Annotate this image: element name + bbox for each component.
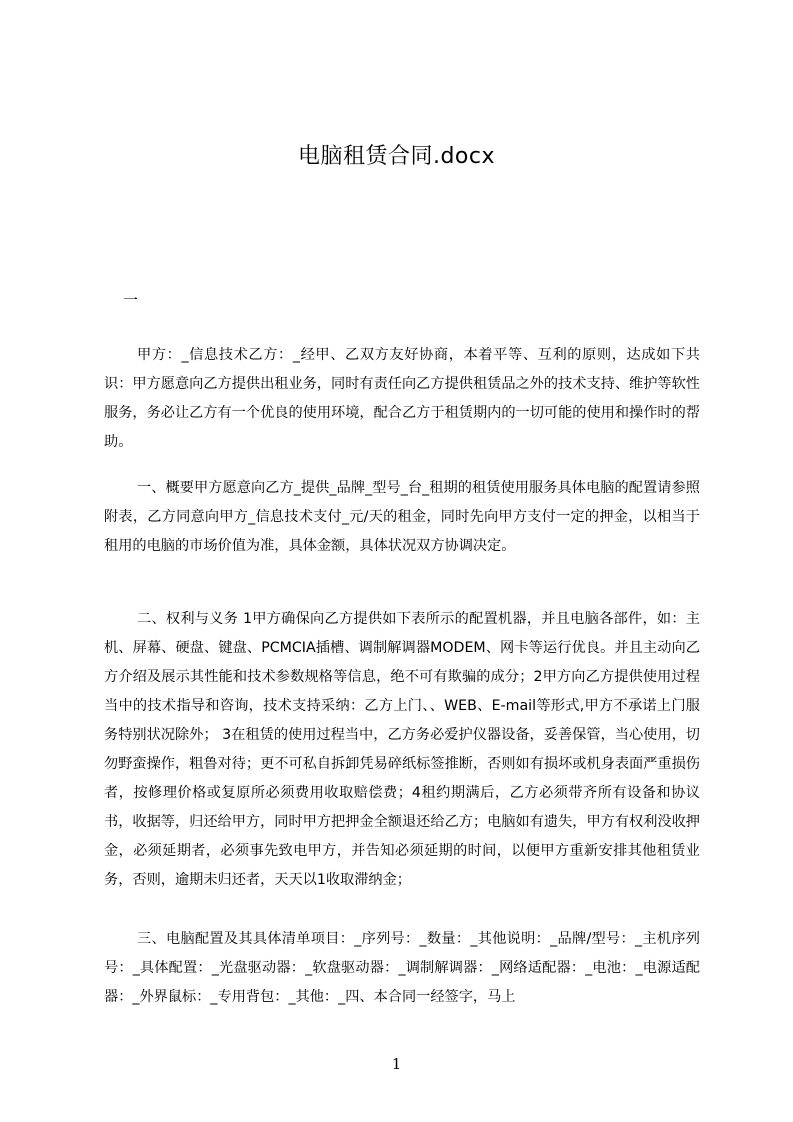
document-title: 电脑租赁合同.docx bbox=[297, 144, 496, 169]
section-marker: 一 bbox=[123, 291, 139, 309]
page-number: 1 bbox=[391, 1055, 402, 1073]
paragraph-configuration: 三、电脑配置及其具体清单项目：_序列号：_数量：_其他说明：_品牌/型号：_主机序列号：_具体配置：_光盘驱动器：_软盘驱动器：_调制解调器：_网络适配器：_电池：_电源适配器：_外界鼠标：_专用背包：_其他：_四、本合同一经签字，马上 bbox=[104, 931, 700, 1005]
paragraph-overview: 一、概要甲方愿意向乙方_提供_品牌_型号_台_租期的租赁使用服务具体电脑的配置请参照附表，乙方同意向甲方_信息技术支付_元/天的租金，同时先向甲方支付一定的押金，以相当于租用的电脑的市场价值为准，具体金额，具体状况双方协调决定。 bbox=[104, 480, 700, 554]
paragraph-rights-obligations: 二、权利与义务 1甲方确保向乙方提供如下表所示的配置机器，并且电脑各部件，如：主机、屏幕、硬盘、键盘、PCMCIA插槽、调制解调器MODEM、网卡等运行优良。并且主动向乙方介绍及展示其性能和技术参数规格等信息，绝不可有欺骗的成分；2甲方向乙方提供使用过程当中的技术指导和咨询，技术支持采纳：乙方上门、、WEB、E-mail等形式,甲方不承诺上门服务特别状况除外； 3在租赁的使用过程当中，乙方务必爱护仪器设备，妥善保管，当心使用，切勿野蛮操作，粗鲁对待；更不可私自拆卸凭易碎纸标签推断，否则如有损坏或机身表面严重损伤者，按修理价格或复原所必须费用收取赔偿费；4租约期满后，乙方必须带齐所有设备和协议书，收据等，归还给甲方，同时甲方把押金全额退还给乙方；电脑如有遗失，甲方有权利没收押金，必须延期者，必须事先致电甲方，并告知必须延期的时间，以便甲方重新安排其他租赁业务，否则，逾期未归还者，天天以1收取滞纳金； bbox=[104, 611, 700, 888]
paragraph-parties: 甲方：_信息技术乙方：_经甲、乙双方友好协商，本着平等、互利的原则，达成如下共识：甲方愿意向乙方提供出租业务，同时有责任向乙方提供租赁品之外的技术支持、维护等软性服务，务必让乙方有一个优良的使用环境，配合乙方于租赁期内的一切可能的使用和操作时的帮助。 bbox=[104, 347, 700, 450]
